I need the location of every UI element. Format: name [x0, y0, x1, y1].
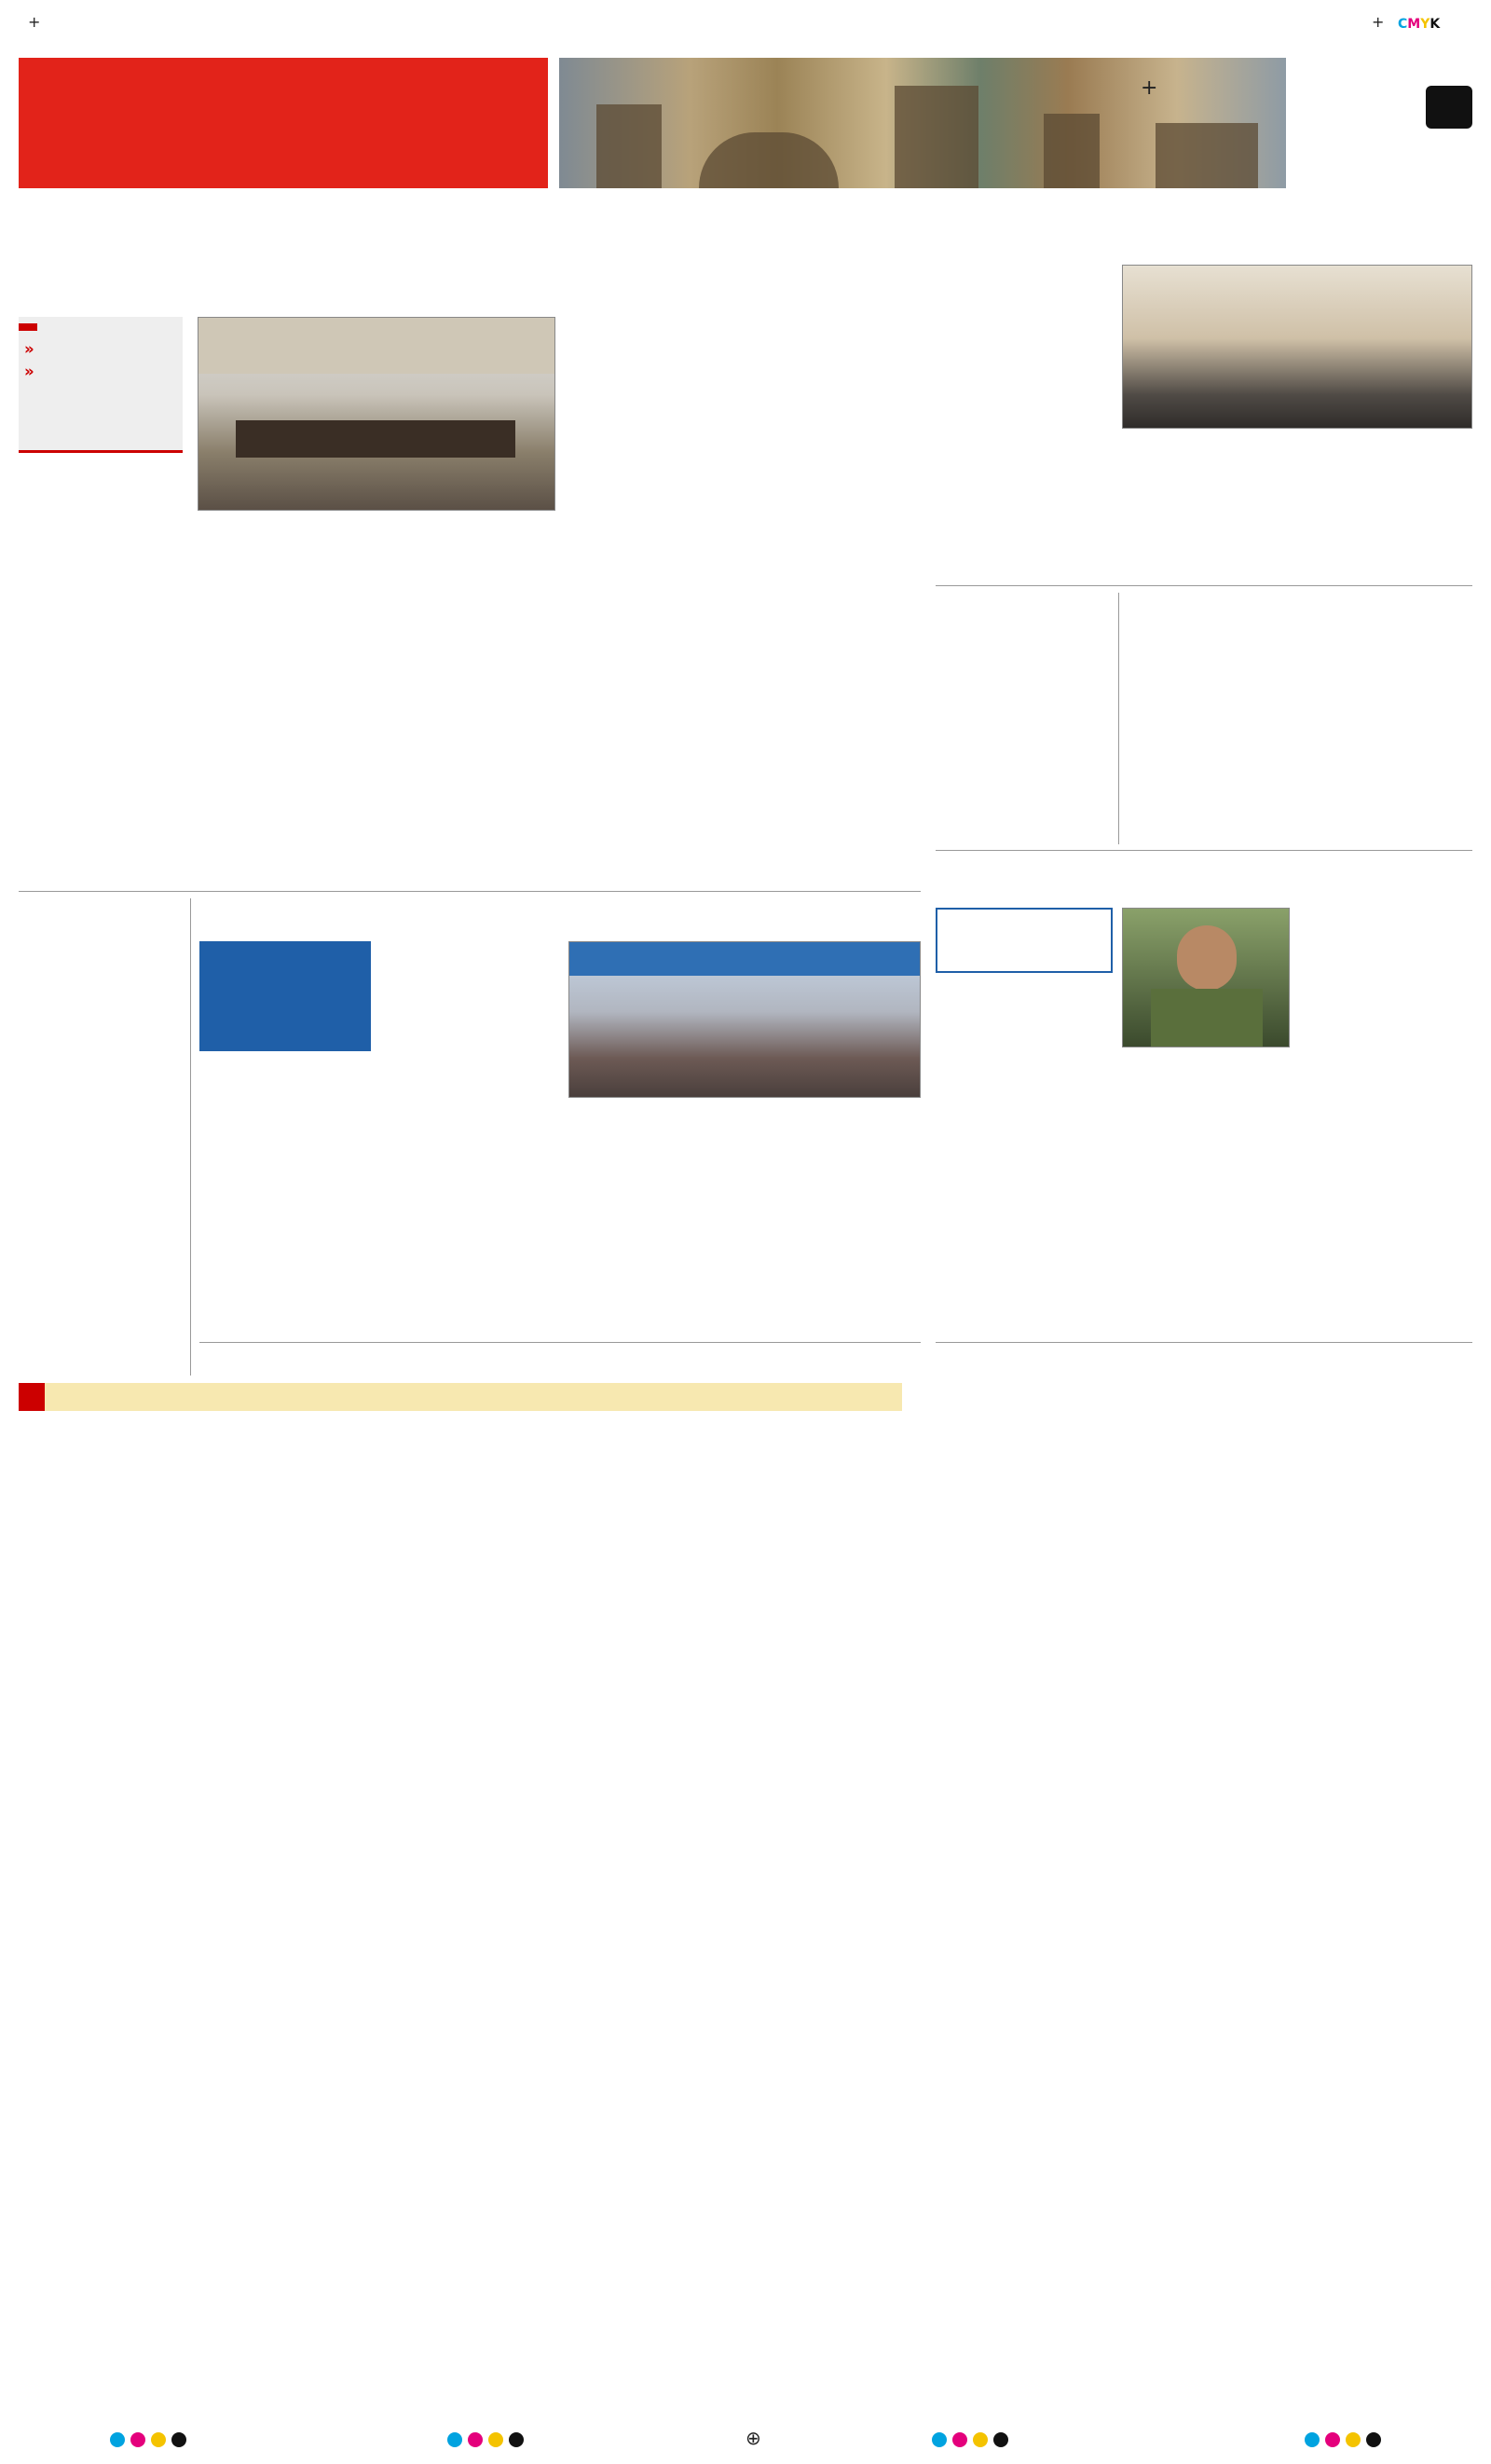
- divider: [190, 898, 191, 1376]
- viksit-text-b: [382, 1105, 921, 1335]
- registration-mark: ⊕: [746, 2427, 761, 2449]
- highlight-box: [936, 908, 1113, 973]
- khas-point: [24, 340, 177, 359]
- registration-mark: +: [28, 13, 41, 31]
- khas-point: [24, 363, 177, 381]
- lead-sub3: [382, 764, 555, 885]
- shivir-strip: [19, 1383, 902, 1411]
- cmyk-mark: CMYK: [1398, 17, 1441, 32]
- lead-col1: [19, 460, 183, 884]
- rajpath-text: [1122, 1074, 1472, 1336]
- sironj-text: [936, 434, 1472, 583]
- masthead: [19, 58, 1472, 188]
- highlight-box: [199, 941, 371, 1051]
- rajpath-intro: [936, 979, 1113, 1143]
- color-dots: [932, 2432, 1008, 2447]
- page-number: [1426, 86, 1472, 129]
- evm-story: [936, 593, 1113, 787]
- sironj-intro: [936, 265, 1113, 429]
- cadet-photo: [1122, 908, 1290, 1047]
- jansamvad-photo: [568, 941, 921, 1098]
- motiya-text: [1128, 658, 1472, 844]
- divider: [936, 1342, 1472, 1343]
- lead-sub2: [198, 764, 371, 885]
- divider: [936, 585, 1472, 586]
- rajpath-text-top: [1299, 908, 1472, 1066]
- shivir-tag: [19, 1383, 45, 1411]
- divider: [19, 891, 921, 892]
- registration-mark: +: [1372, 13, 1385, 31]
- lead-col3: [570, 317, 921, 885]
- gyapan-photo: [1122, 265, 1472, 429]
- color-dots: [110, 2432, 186, 2447]
- khas-baatein-box: [19, 317, 183, 453]
- section-title: [19, 58, 548, 188]
- mukhyamantri-story: [19, 898, 183, 1366]
- meeting-photo: [198, 317, 555, 511]
- divider: [1118, 593, 1119, 844]
- divider: [936, 850, 1472, 851]
- heritage-photo-strip: [559, 58, 1286, 188]
- registration-mark: +: [1141, 76, 1158, 100]
- khas-baatein-tag: [19, 323, 37, 331]
- color-dots: [1305, 2432, 1381, 2447]
- photo-caption: [1122, 1053, 1290, 1072]
- color-dots: [447, 2432, 524, 2447]
